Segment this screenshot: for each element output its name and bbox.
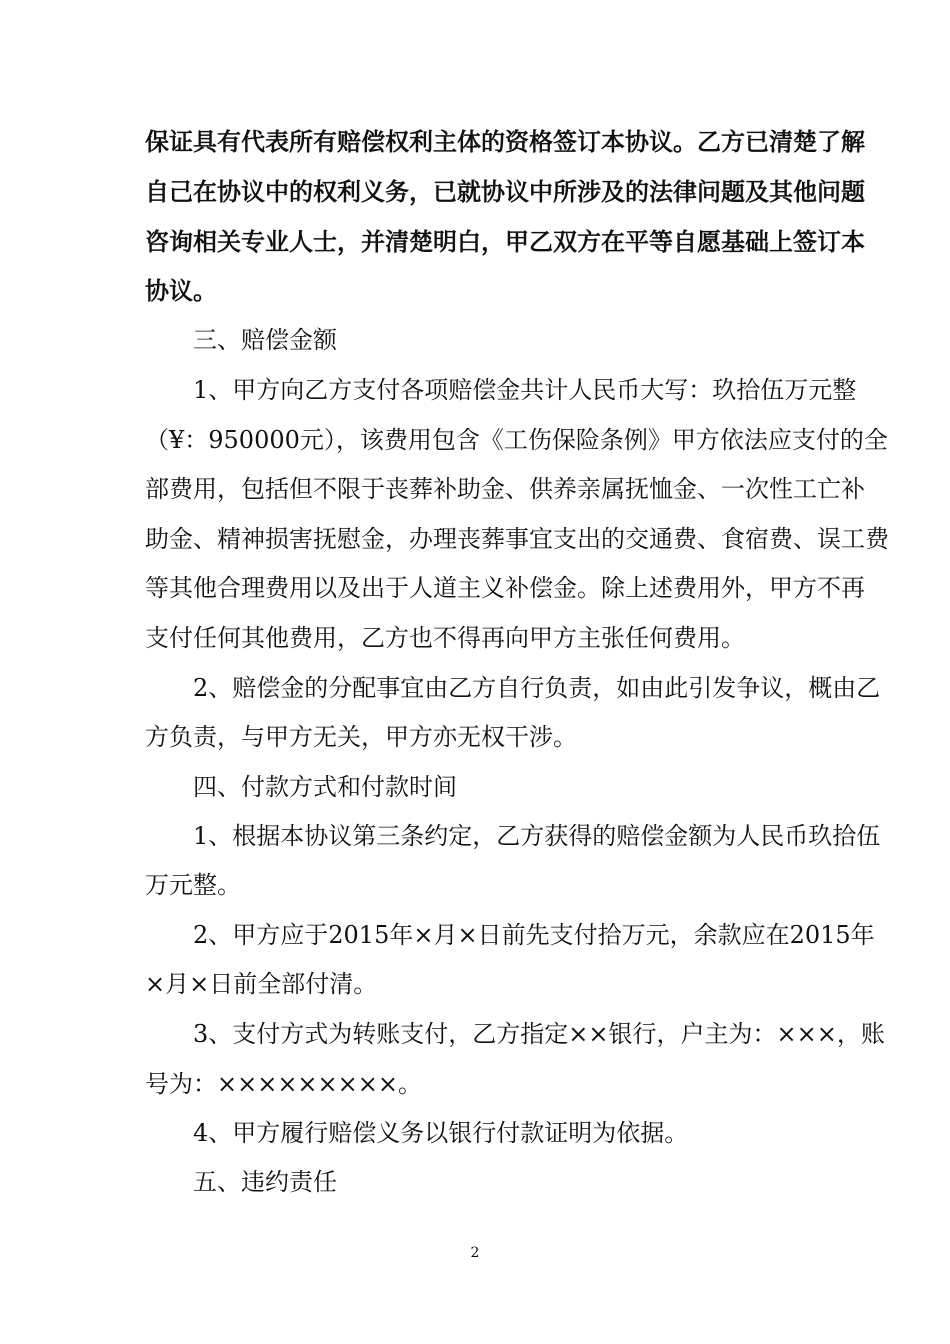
- paragraph-line: 万元整。: [145, 871, 241, 899]
- paragraph-line: 2、甲方应于2015年×月×日前先支付拾万元，余款应在2015年: [193, 921, 875, 949]
- paragraph-line: 保证具有代表所有赔偿权利主体的资格签订本协议。乙方已清楚了解: [145, 127, 865, 156]
- paragraph-line: 支付任何其他费用，乙方也不得再向甲方主张任何费用。: [145, 624, 745, 652]
- paragraph-line: 2、赔偿金的分配事宜由乙方自行负责，如由此引发争议，概由乙: [193, 674, 881, 702]
- paragraph-line: ×月×日前全部付清。: [145, 970, 378, 998]
- paragraph-line: 部费用，包括但不限于丧葬补助金、供养亲属抚恤金、一次性工亡补: [145, 475, 865, 503]
- paragraph-line: 助金、精神损害抚慰金，办理丧葬事宜支出的交通费、食宿费、误工费: [145, 525, 889, 553]
- paragraph-line: 咨询相关专业人士，并清楚明白，甲乙双方在平等自愿基础上签订本: [145, 227, 865, 256]
- paragraph-line: 1、甲方向乙方支付各项赔偿金共计人民币大写：玖拾伍万元整: [193, 376, 857, 404]
- page-number: 2: [470, 1245, 480, 1261]
- paragraph-line: 自己在协议中的权利义务，已就协议中所涉及的法律问题及其他问题: [145, 177, 865, 206]
- paragraph-line: 方负责，与甲方无关，甲方亦无权干涉。: [145, 723, 577, 751]
- paragraph-line: 协议。: [145, 276, 217, 305]
- paragraph-line: 1、根据本协议第三条约定，乙方获得的赔偿金额为人民币玖拾伍: [193, 822, 881, 850]
- paragraph-line: 等其他合理费用以及出于人道主义补偿金。除上述费用外，甲方不再: [145, 574, 865, 602]
- section-heading: 三、赔偿金额: [193, 326, 337, 354]
- section-heading: 四、付款方式和付款时间: [193, 773, 457, 801]
- section-heading: 五、违约责任: [193, 1168, 337, 1196]
- paragraph-line: 号为：×××××××××。: [145, 1070, 422, 1098]
- paragraph-line: （¥：950000元），该费用包含《工伤保险条例》甲方依法应支付的全: [145, 426, 888, 454]
- paragraph-line: 4、甲方履行赔偿义务以银行付款证明为依据。: [193, 1119, 689, 1147]
- paragraph-line: 3、支付方式为转账支付，乙方指定××银行，户主为：×××，账: [193, 1020, 885, 1048]
